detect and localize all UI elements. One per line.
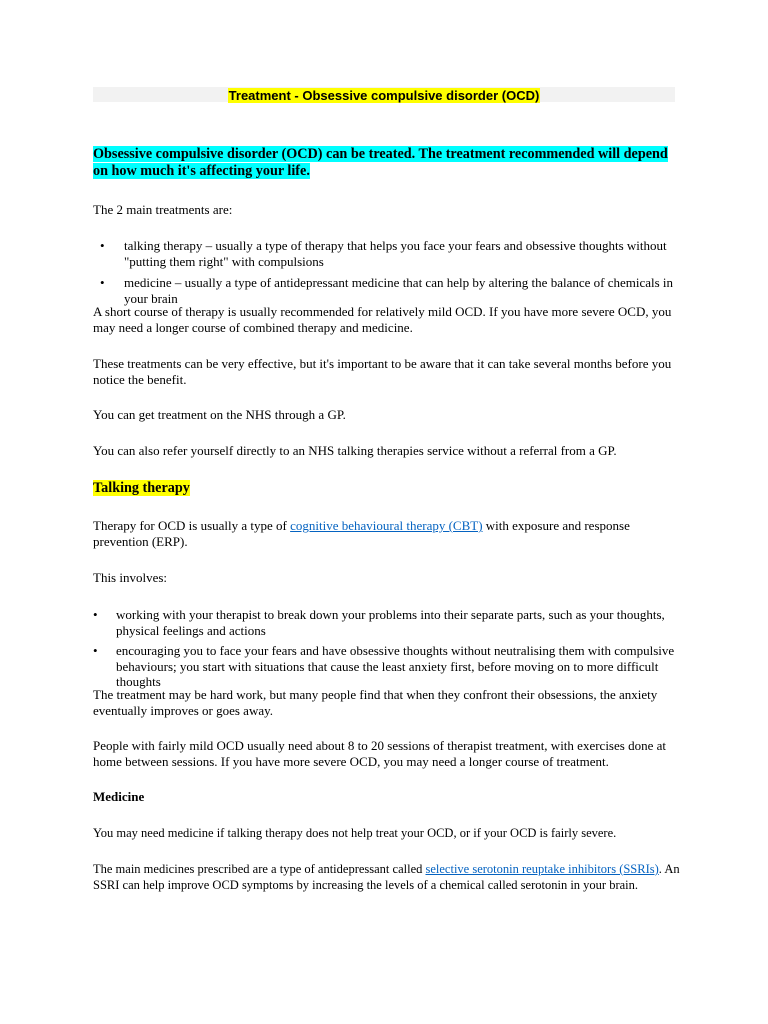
talking-therapy-heading-text: Talking therapy	[93, 480, 190, 496]
treatment-item-medicine: medicine – usually a type of antidepressant medicine that can help by altering the balance of chemicals in your brain	[124, 275, 674, 306]
paragraph-self-referral: You can also refer yourself directly to an NHS talking therapies service without a referral from a GP.	[93, 443, 617, 458]
page-title-bar	[93, 87, 675, 102]
paragraph-ssri	[93, 862, 683, 893]
talking-therapy-heading	[93, 480, 190, 497]
ssri-link[interactable]: selective serotonin reuptake inhibitors (SSRIs)	[425, 862, 659, 876]
paragraph-hard-work: The treatment may be hard work, but many people find that when they confront their obsessions, the anxiety eventually improves or goes away.	[93, 687, 658, 718]
intro-text: The 2 main treatments are:	[93, 202, 233, 217]
page-title: Treatment - Obsessive compulsive disorder (OCD)	[228, 88, 540, 103]
paragraph-sessions: People with fairly mild OCD usually need about 8 to 20 sessions of therapist treatment, with exercises done at home between sessions. If you have more severe OCD, you may need a longer course of treatment.	[93, 738, 666, 769]
ssri-text-before: The main medicines prescribed are a type of antidepressant called	[93, 862, 426, 876]
paragraph-therapy-course: A short course of therapy is usually recommended for relatively mild OCD. If you have more severe OCD, you may need a longer course of combined therapy and medicine.	[93, 304, 672, 335]
paragraph-nhs-gp: You can get treatment on the NHS through a GP.	[93, 407, 346, 422]
bullet-icon: •	[93, 643, 98, 658]
paragraph-cbt	[93, 518, 683, 549]
cbt-text-after: with exposure and response prevention (ERP).	[93, 518, 630, 549]
paragraph-medicine-need: You may need medicine if talking therapy does not help treat your OCD, or if your OCD is fairly severe.	[93, 826, 617, 840]
paragraph-effectiveness: These treatments can be very effective, but it's important to be aware that it can take several months before you notice the benefit.	[93, 356, 672, 387]
lead-paragraph	[93, 146, 683, 180]
therapy-item-face-fears: encouraging you to face your fears and have obsessive thoughts without neutralising them with compulsive behaviours; you start with situations that cause the least anxiety first, before moving on to more difficult thoughts	[116, 643, 675, 689]
involves-text: This involves:	[93, 570, 168, 585]
ssri-text-after: . An SSRI can help improve OCD symptoms by increasing the levels of a chemical called serotonin in your brain.	[93, 862, 680, 892]
cbt-link[interactable]: cognitive behavioural therapy (CBT)	[290, 518, 483, 533]
bullet-icon: •	[93, 607, 98, 622]
treatment-item-therapy: talking therapy – usually a type of therapy that helps you face your fears and obsessive thoughts without "putting them right" with compulsions	[124, 238, 667, 269]
cbt-text-before: Therapy for OCD is usually a type of	[93, 518, 291, 533]
therapy-item-break-down: working with your therapist to break down your problems into their separate parts, such as your thoughts, physical feelings and actions	[116, 607, 665, 638]
medicine-heading: Medicine	[93, 789, 145, 804]
bullet-icon: •	[100, 275, 105, 290]
lead-text: Obsessive compulsive disorder (OCD) can be treated. The treatment recommended will depend on how much it's affecting your life.	[93, 146, 668, 179]
bullet-icon: •	[100, 238, 105, 253]
